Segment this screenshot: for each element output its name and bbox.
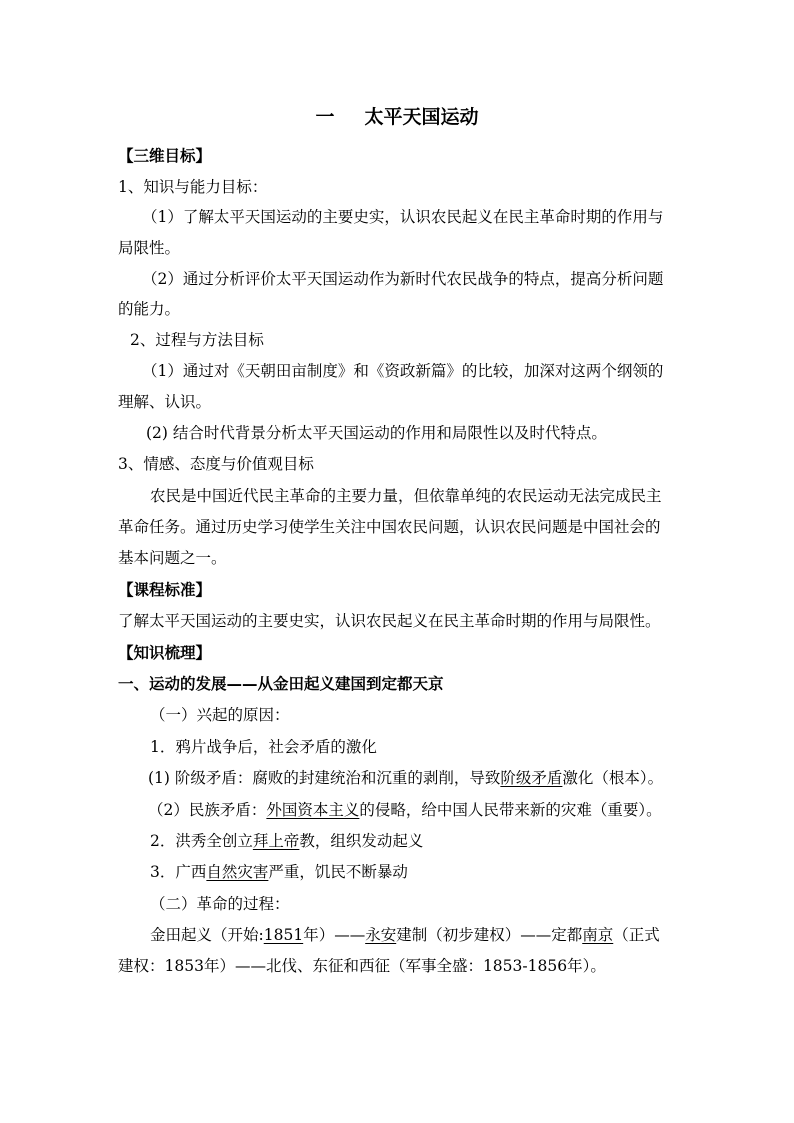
process-part-3: 建制（初步建权）——定都 [396, 926, 583, 944]
national-conflict-suffix: 的侵略，给中国人民带来新的灾难（重要）。 [359, 801, 662, 819]
process-part-4: （正式 [613, 926, 660, 944]
process-line1 [150, 925, 660, 945]
goal1-item1-line1: （1）了解太平天国运动的主要史实，认识农民起义在民主革命时期的作用与 [142, 208, 664, 226]
cause-3-prefix: 3．广西 [150, 863, 207, 881]
cause-2-underlined: 拜上帝 [252, 832, 300, 850]
process-line2: 建权：1853年）——北伐、东征和西征（军事全盛：1853-1856年）。 [118, 957, 606, 975]
standard-text: 了解太平天国运动的主要史实，认识农民起义在民主革命时期的作用与局限性。 [118, 612, 661, 630]
national-conflict-prefix: （2）民族矛盾： [148, 801, 267, 819]
cause-2-suffix: 教，组织发动起义 [299, 832, 424, 850]
goal2-item1-line1: （1）通过对《天朝田亩制度》和《资政新篇》的比较，加深对这两个纲领的 [142, 362, 664, 380]
page-title [0, 104, 794, 130]
class-conflict-prefix: (1) 阶级矛盾：腐败的封建统治和沉重的剥削，导致 [148, 769, 501, 787]
goal1-item2-line2: 的能力。 [118, 300, 181, 318]
process-part-2: 年）—— [303, 926, 366, 944]
cause-3-suffix: 严重，饥民不断暴动 [268, 863, 408, 881]
national-conflict-line [148, 800, 662, 820]
goal3-line3: 基本问题之一。 [118, 549, 227, 567]
goal3-line1: 农民是中国近代民主革命的主要力量，但依靠单纯的农民运动无法完成民主 [150, 487, 662, 505]
goal3-line2: 革命任务。通过历史学习使学生关注中国农民问题，认识农民问题是中国社会的 [118, 518, 661, 536]
section-curriculum-standard: 【课程标准】 [118, 581, 212, 599]
class-conflict-underlined: 阶级矛盾 [500, 769, 563, 787]
cause-heading: （一）兴起的原因： [150, 706, 290, 724]
process-yongan: 永安 [365, 926, 397, 944]
cause-3 [150, 862, 408, 882]
goal1-item1-line2: 局限性。 [118, 239, 181, 257]
title-number: 一 [315, 106, 335, 128]
goal1-heading: 1、知识与能力目标： [118, 178, 268, 196]
process-part-1: 金田起义（开始: [150, 926, 264, 944]
national-conflict-underlined: 外国资本主义 [266, 801, 360, 819]
goal2-item2: (2) 结合时代背景分析太平天国运动的作用和局限性以及时代特点。 [146, 424, 607, 442]
section-three-goals: 【三维目标】 [118, 147, 212, 165]
cause-3-underlined: 自然灾害 [206, 863, 269, 881]
class-conflict-line [148, 768, 663, 788]
cause-2-prefix: 2．洪秀全创立 [150, 832, 253, 850]
cause-2 [150, 831, 423, 851]
cause-1: 1．鸦片战争后，社会矛盾的激化 [150, 738, 377, 756]
process-year-1851: 1851 [263, 926, 304, 944]
part1-heading: 一、运动的发展——从金田起义建国到定都天京 [118, 675, 444, 693]
goal2-heading: 2、过程与方法目标 [130, 331, 264, 349]
title-text: 太平天国运动 [364, 106, 479, 128]
goal2-item1-line2: 理解、认识。 [118, 393, 212, 411]
class-conflict-suffix: 激化（根本）。 [562, 769, 664, 787]
process-heading: （二）革命的过程： [150, 895, 290, 913]
process-nanjing: 南京 [582, 926, 614, 944]
goal1-item2-line1: （2）通过分析评价太平天国运动作为新时代农民战争的特点，提高分析问题 [142, 270, 664, 288]
goal3-heading: 3、情感、态度与价值观目标 [118, 455, 314, 473]
section-knowledge-review: 【知识梳理】 [118, 644, 212, 662]
